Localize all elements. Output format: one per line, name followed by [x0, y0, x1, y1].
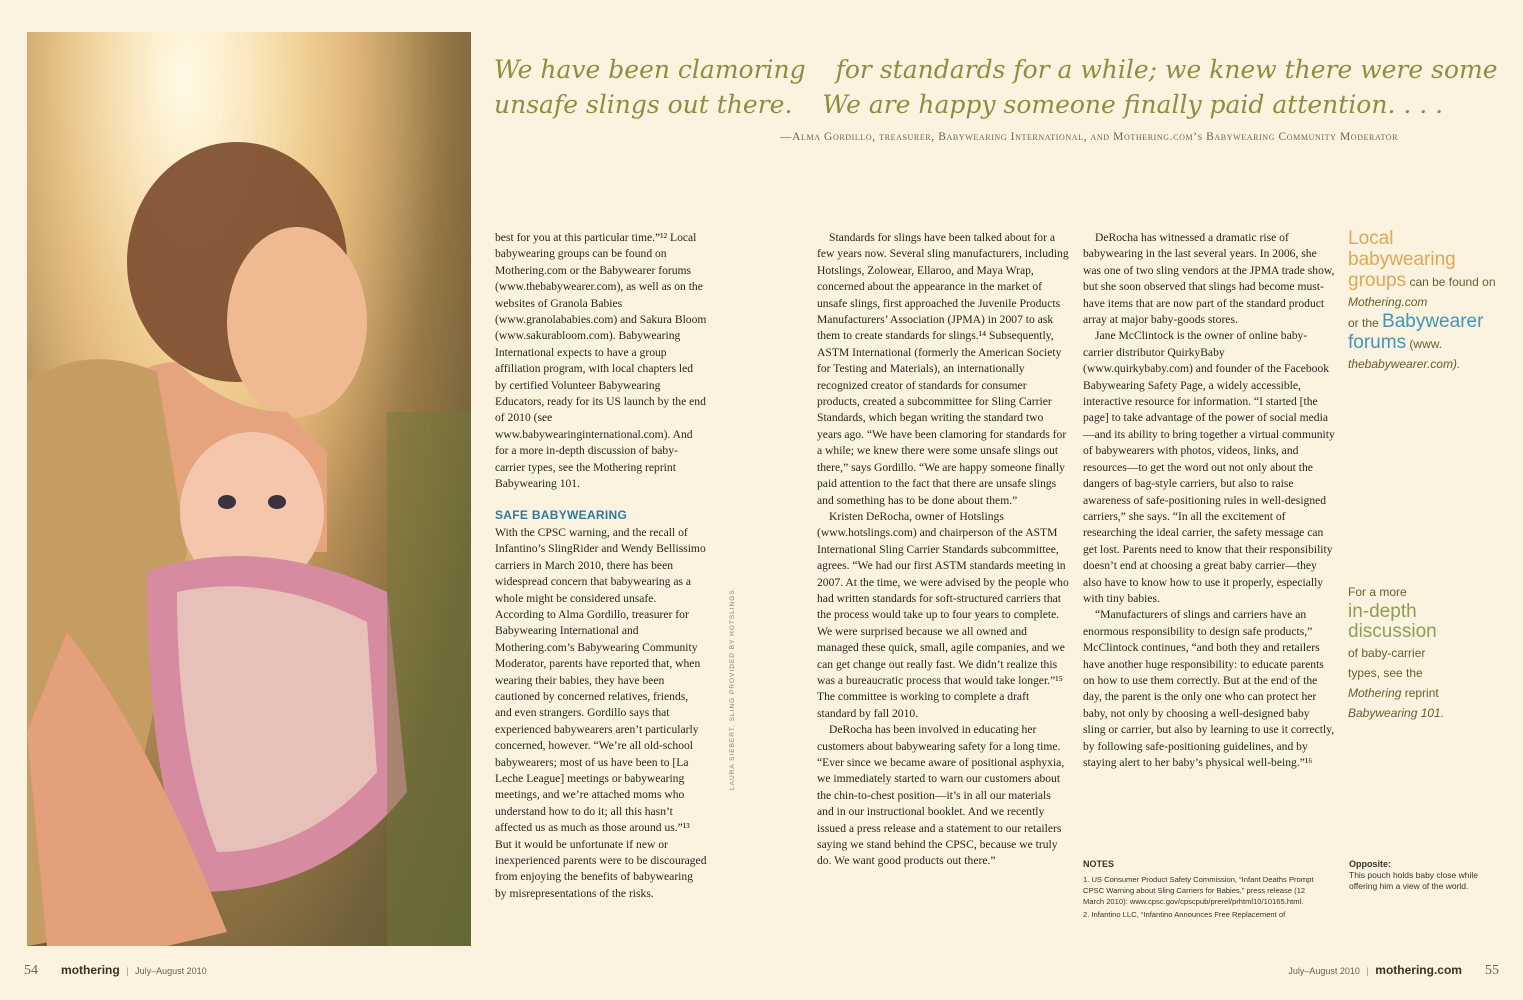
page-number: 54	[24, 963, 38, 978]
callout-text: thebabywearer.com).	[1348, 357, 1461, 371]
notes-title: NOTES	[1083, 859, 1115, 869]
callout-text: can be found on	[1406, 275, 1496, 289]
pull-quote-text: for standards for a while; we knew there were some	[835, 55, 1498, 84]
callout-text: For a more	[1348, 585, 1407, 599]
callout-text: Mothering.com	[1348, 295, 1428, 309]
notes-section	[1083, 859, 1323, 922]
photo-caption	[1349, 859, 1479, 892]
folio-separator: |	[126, 966, 129, 976]
callout-highlight: Local babywearing groups	[1348, 228, 1456, 291]
paragraph: Kristen DeRocha, owner of Hotslings (www.hotslings.com) and chairperson of the ASTM International Sling Carrier Standards subcommittee, agrees. “We had our first ASTM standards meeting in 2007. At the time, we were advised by the people who had written standards for soft-structured carriers that the process would take up to four years to complete. We were surprised because we all owned and managed these quick, small, agile companies, and we can get change out really fast. We didn’t realize this was a bureaucratic process that would take longer.”¹⁵ The committee is working to complete a draft standard by fall 2010.	[817, 509, 1069, 720]
pull-quote-attribution: —Alma Gordillo, treasurer, Babywearing International, and Mothering.com’s Babywearing Community Moderator	[780, 131, 1399, 143]
cover-photo	[27, 32, 471, 946]
paragraph: Standards for slings have been talked about for a few years now. Several sling manufacturers, including Hotslings, Zolowear, Ellaroo, and Maya Wrap, concerned about the appearance in the market of unsafe slings, first approached the Juvenile Products Manufacturers’ Association (JPMA) in 2007 to ask them to create standards for slings.¹⁴ Subsequently, ASTM International (formerly the American Society for Testing and Materials), an internationally recognized creator of standards for consumer products, created a subcommittee for Sling Carrier Standards, which began writing the standard two years ago. “We have been clamoring for standards for a while; we knew there were some unsafe slings out there,” says Gordillo. “We are happy someone finally paid attention to the fact that there are unsafe slings and something has to be done about them.”	[817, 231, 1069, 507]
pull-quote-text: We have been clamoring	[494, 55, 806, 84]
sidebar-callout-groups	[1348, 229, 1498, 374]
callout-text: Babywearing 101.	[1348, 706, 1445, 720]
callout-text: reprint	[1401, 686, 1439, 700]
callout-text: or the	[1348, 316, 1383, 330]
article-column-2	[817, 230, 1069, 870]
pull-quote-line-2	[494, 87, 1444, 122]
article-column-1	[495, 230, 707, 902]
caption-text: This pouch holds baby close while offering him a view of the world.	[1349, 870, 1478, 891]
caption-title: Opposite:	[1349, 859, 1391, 869]
pull-quote-text: We are happy someone finally paid attention. . . .	[822, 90, 1444, 119]
paragraph: Jane McClintock is the owner of online baby-carrier distributor QuirkyBaby (www.quirkybaby.com) and founder of the Facebook Babywearing Safety Page, a widely accessible, interactive resource for information. “I started [the page] to take advantage of the power of social media—and its ability to bring together a virtual community of babywearers with photos, videos, links, and resources—to get the word out not only about the dangers of bag-style carriers, but also to raise awareness of safe-positioning rules in well-designed carriers,” she says. “In all the excitement of researching the ideal carrier, the safety message can get lost. Parents need to know that their responsibility doesn’t end at choosing a great baby carrier—they also have to know how to use it properly, especially with tiny babies.	[1083, 329, 1335, 605]
callout-text: (www.	[1406, 337, 1443, 351]
paragraph: DeRocha has witnessed a dramatic rise of babywearing in the last several years. In 2006, she was one of two sling vendors at the JPMA trade show, but she soon observed that slings had become must-have items that are now part of the standard product array at major baby-goods stores.	[1083, 231, 1335, 327]
folio-separator: |	[1366, 966, 1369, 976]
paragraph: “Manufacturers of slings and carriers have an enormous responsibility to design safe products,” McClintock continues, “and both they and retailers have another huge responsibility: to educate parents on how to use them correctly. But at the end of the day, the parent is the only one who can protect her baby, not only by choosing a well-designed baby sling or carrier, but also by learning to use it correctly, by following safe-positioning guidelines, and by staying alert to her baby’s physical well-being.”¹⁶	[1083, 608, 1335, 769]
callout-highlight: Babywearer forums	[1348, 311, 1484, 353]
article-column-3	[1083, 230, 1335, 771]
paragraph: With the CPSC warning, and the recall of Infantino’s SlingRider and Wendy Bellissimo carriers in March 2010, there has been widespread concern that babywearing as a whole might be considered unsafe. According to Alma Gordillo, treasurer for Babywearing International and Mothering.com’s Babywearing Community Moderator, parents have reported that, when wearing their babies, they have been cautioned by concerned relatives, friends, and even strangers. Gordillo says that experienced babywearers aren’t particularly concerned, however. “We’re all old-school babywearers; most of us have been to [La Leche League] meetings or babywearing meetings, and we’re attached moms who understand how to do it; all this hasn’t affected us as much as those around us.”¹³ But it would be unfortunate if new or inexperienced parents were to be discouraged from enjoying the benefits of babywearing by misrepresentations of the risks.	[495, 525, 707, 900]
folio-left	[24, 963, 207, 979]
photo-illustration	[27, 32, 471, 946]
pull-quote	[494, 52, 1498, 122]
magazine-name: mothering	[61, 963, 120, 977]
sidebar-callout-discussion	[1348, 582, 1498, 723]
pull-quote-text: unsafe slings out there.	[494, 90, 793, 119]
issue-date: July–August 2010	[1288, 966, 1360, 976]
note-item: 1. US Consumer Product Safety Commission, “Infant Deaths Prompt CPSC Warning about Sling Carriers for Babies,” press release (12 March 2010): www.cpsc.gov/cpscpub/prerel/prhtml10/10165.html.	[1083, 875, 1314, 906]
callout-text: Mothering	[1348, 686, 1402, 700]
paragraph: best for you at this particular time.”¹² Local babywearing groups can be found on Mothering.com or the Babywearer forums (www.thebabywearer.com), as well as on the websites of Granola Babies (www.granolababies.com) and Sakura Bloom (www.sakurabloom.com). Babywearing International expects to have a group affiliation program, with local chapters led by certified Volunteer Babywearing Educators, ready for its US launch by the end of 2010 (see www.babywearinginternational.com). And for a more in-depth discussion of baby-carrier types, see the Mothering reprint Babywearing 101.	[495, 231, 707, 491]
note-item: 2. Infantino LLC, “Infantino Announces Free Replacement of	[1083, 910, 1286, 919]
issue-date: July–August 2010	[135, 966, 207, 976]
section-heading: SAFE BABYWEARING	[495, 507, 628, 522]
paragraph: DeRocha has been involved in educating her customers about babywearing safety for a long time. “Ever since we became aware of positional asphyxia, we immediately started to warn our customers about the chin-to-chest position—it’s in all our materials and in our instructional booklet. And we recently issued a press release and a statement to our retailers saying we stand behind the CPSC, because we truly do. We want good products out there.”	[817, 723, 1065, 868]
pull-quote-line-1	[494, 52, 1498, 87]
callout-highlight: in-depth discussion	[1348, 601, 1437, 642]
magazine-name: mothering.com	[1375, 963, 1462, 977]
callout-text: of baby-carrier types, see the	[1348, 646, 1426, 680]
page-number: 55	[1485, 963, 1499, 978]
folio-right	[1288, 963, 1499, 979]
photo-credit: LAURA SIEBERT. SLING PROVIDED BY HOTSLINGS.	[729, 586, 736, 790]
